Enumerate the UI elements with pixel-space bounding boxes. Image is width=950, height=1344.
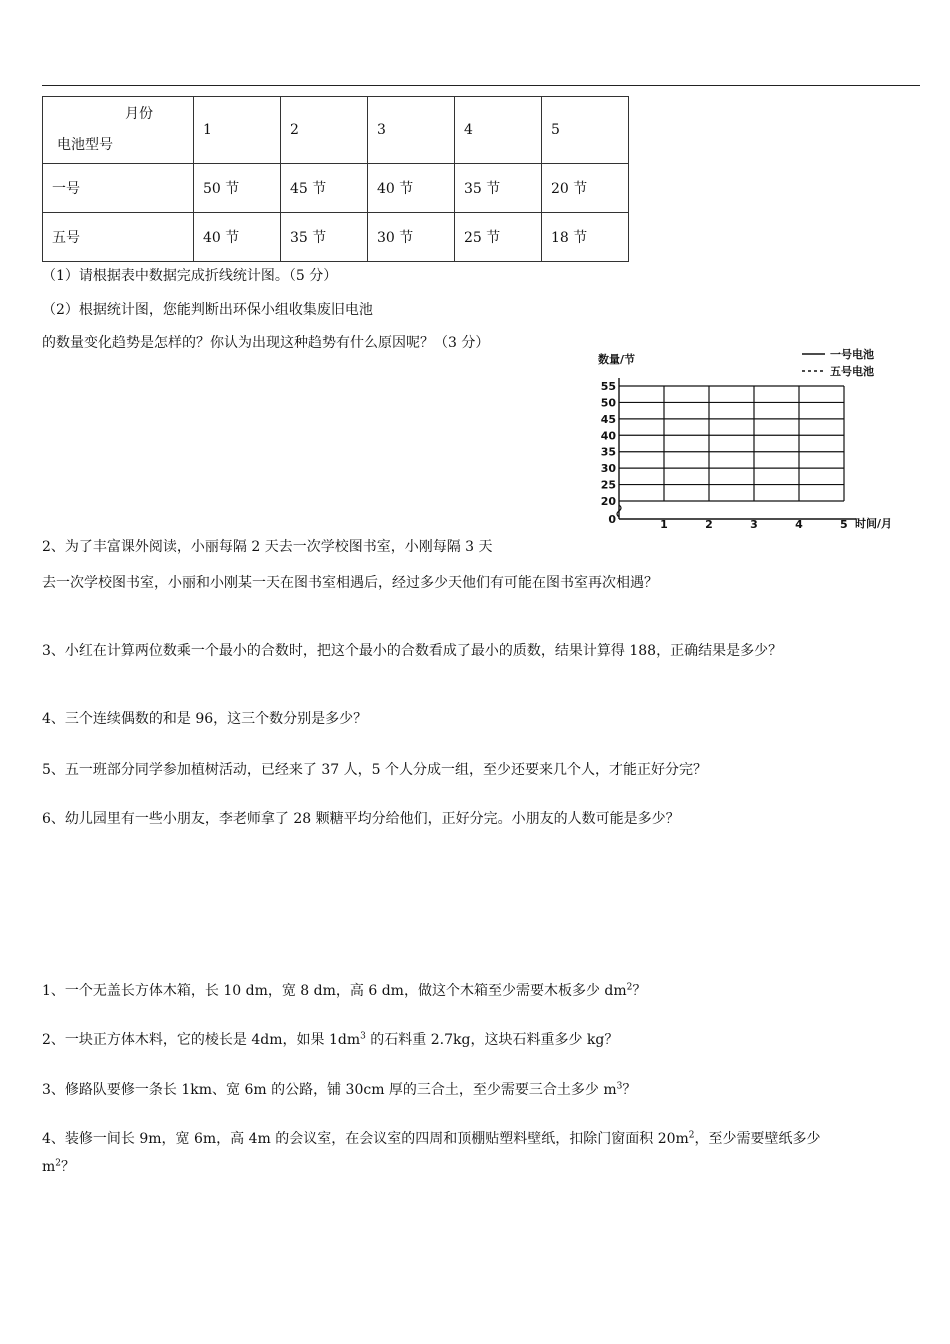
row-label: 五号 bbox=[43, 213, 194, 262]
y-tick-label: 45 bbox=[600, 412, 616, 426]
value-cell: 25 节 bbox=[455, 213, 542, 262]
legend-label: 一号电池 bbox=[830, 348, 874, 361]
header-rule bbox=[42, 85, 920, 86]
month-cell: 2 bbox=[281, 97, 368, 164]
y-tick-label: 30 bbox=[600, 462, 616, 476]
problem-4b: $m^2$？ bbox=[42, 1158, 76, 1175]
battery-table bbox=[42, 96, 629, 262]
y-tick-label: 40 bbox=[600, 429, 616, 443]
y-tick-label: 0 bbox=[608, 513, 616, 526]
month-cell: 4 bbox=[455, 97, 542, 164]
value-cell: 40 节 bbox=[194, 213, 281, 262]
problem-3: 3、修路队要修一条长 1km、宽 6m 的公路，铺 30cm 厚的三合土，至少需要三合土多少 $m^3$？ bbox=[42, 1081, 637, 1098]
x-tick-label: 4 bbox=[795, 518, 803, 531]
chart-xlabel: 时间/月 bbox=[855, 517, 893, 530]
chart-grid bbox=[619, 378, 856, 519]
x-tick-label: 3 bbox=[750, 518, 758, 531]
x-tick-labels bbox=[660, 518, 847, 531]
y-tick-label: 35 bbox=[600, 445, 616, 459]
question-2b: 去一次学校图书室，小丽和小刚某一天在图书室相遇后，经过多少天他们有可能在图书室再次相遇？ bbox=[42, 575, 658, 591]
question-1-part-1: （1）请根据表中数据完成折线统计图。（5 分） bbox=[42, 268, 338, 284]
problem-4a: 4、装修一间长 9m，宽 6m，高 4m 的会议室，在会议室的四周和顶棚贴塑料壁纸，扣除门窗面积 $20m^2$，至少需要壁纸多少 bbox=[42, 1130, 821, 1147]
y-tick-label: 20 bbox=[600, 495, 616, 508]
question-4: 4、三个连续偶数的和是 96，这三个数分别是多少？ bbox=[42, 711, 368, 727]
question-2a: 2、为了丰富课外阅读，小丽每隔 2 天去一次学校图书室，小刚每隔 3 天 bbox=[42, 539, 493, 555]
y-tick-label: 25 bbox=[600, 478, 616, 492]
x-tick-label: 5 bbox=[840, 518, 848, 531]
question-3: 3、小红在计算两位数乘一个最小的合数时，把这个最小的合数看成了最小的质数，结果计算得 188，正确结果是多少？ bbox=[42, 643, 783, 659]
problem-2: 2、一块正方体木料，它的棱长是 4dm，如果 $1dm^3$ 的石料重 2.7kg，这块石料重多少 kg？ bbox=[42, 1031, 619, 1048]
problem-1: 1、一个无盖长方体木箱，长 10 dm，宽 8 dm，高 6 dm，做这个木箱至少需要木板多少 $dm^2$？ bbox=[42, 982, 647, 999]
blank-line-chart bbox=[592, 344, 910, 536]
question-6: 6、幼儿园里有一些小朋友，李老师拿了 28 颗糖平均分给他们，正好分完。小朋友的人数可能是多少？ bbox=[42, 811, 680, 827]
month-cell: 3 bbox=[368, 97, 455, 164]
y-tick-label: 55 bbox=[600, 380, 616, 393]
value-cell: 35 节 bbox=[455, 164, 542, 213]
header-month: 月份 bbox=[125, 106, 153, 122]
question-1-part-2b: 的数量变化趋势是怎样的？你认为出现这种趋势有什么原因呢？（3 分） bbox=[42, 335, 490, 351]
value-cell: 45 节 bbox=[281, 164, 368, 213]
question-5: 5、五一班部分同学参加植树活动，已经来了 37 人，5 个人分成一组，至少还要来几个人，才能正好分完？ bbox=[42, 762, 707, 778]
table-row bbox=[43, 213, 629, 262]
x-tick-label: 1 bbox=[660, 518, 668, 531]
table-header-corner bbox=[43, 97, 194, 164]
month-cell: 1 bbox=[194, 97, 281, 164]
value-cell: 30 节 bbox=[368, 213, 455, 262]
y-tick-labels bbox=[601, 380, 617, 526]
chart-ylabel: 数量/节 bbox=[598, 353, 636, 366]
month-cell: 5 bbox=[542, 97, 629, 164]
row-label: 一号 bbox=[43, 164, 194, 213]
table-row bbox=[43, 164, 629, 213]
legend-label: 五号电池 bbox=[830, 365, 874, 378]
x-tick-label: 2 bbox=[705, 518, 713, 531]
header-battery-type: 电池型号 bbox=[57, 137, 113, 153]
value-cell: 18 节 bbox=[542, 213, 629, 262]
y-tick-label: 50 bbox=[600, 396, 616, 410]
value-cell: 35 节 bbox=[281, 213, 368, 262]
value-cell: 50 节 bbox=[194, 164, 281, 213]
question-1-part-2a: （2）根据统计图，您能判断出环保小组收集废旧电池 bbox=[42, 302, 373, 318]
value-cell: 40 节 bbox=[368, 164, 455, 213]
value-cell: 20 节 bbox=[542, 164, 629, 213]
